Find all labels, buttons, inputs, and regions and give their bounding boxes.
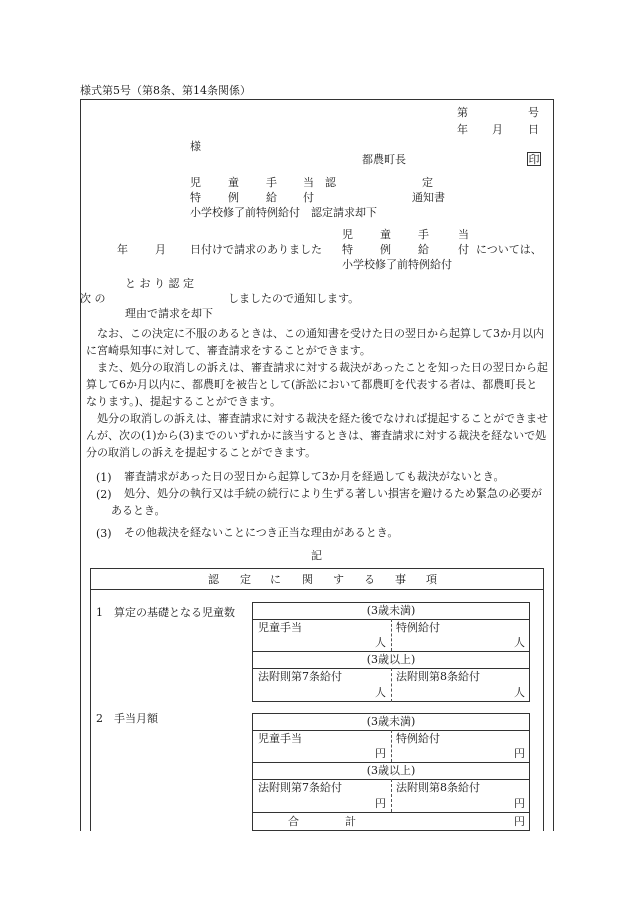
heading-c2: に — [270, 573, 281, 586]
regarding-text: については、 — [476, 243, 542, 256]
number-prefix: 第 — [457, 106, 468, 119]
s1-unit-2: 人 — [514, 636, 525, 649]
table-heading-sep — [90, 589, 544, 590]
title-suffix: 通知書 — [412, 191, 445, 204]
list-item-1: 審査請求があった日の翌日から起算して3か月を経過しても裁決がないとき。 — [124, 470, 505, 483]
title-line1-c4: 認 — [325, 176, 336, 189]
heading-c7: 項 — [426, 573, 437, 586]
title-line2-c2: 給 — [266, 191, 277, 204]
s1-art7: 法附則第7条給付 — [258, 670, 342, 683]
request-date-text: 日付けで請求のありました — [190, 243, 322, 256]
s1-over3: (3歳以上) — [366, 653, 416, 666]
s1-unit-1: 人 — [375, 636, 386, 649]
frame-left — [80, 99, 81, 831]
s1-under3: (3歳未満) — [366, 604, 416, 617]
s2-unit-2: 円 — [514, 747, 525, 760]
opt1-c0: 児 — [342, 228, 353, 241]
s1-sep-b — [252, 651, 530, 652]
list-num-1: (1) — [96, 471, 112, 484]
opt3: 小学校修了前特例給付 — [342, 258, 452, 271]
opt1-c3: 当 — [458, 228, 469, 241]
section1-label: 1 算定の基礎となる児童数 — [96, 606, 235, 619]
frame-right — [553, 99, 554, 831]
list-item-3: その他裁決を経ないことにつき正当な理由があるとき。 — [124, 526, 399, 539]
s2-unit-1: 円 — [375, 747, 386, 760]
s1-dash-2 — [391, 668, 392, 702]
title-line1-c3: 当 — [303, 176, 314, 189]
result-prefix: 次 の — [80, 292, 106, 305]
opt2-c3: 付 — [458, 243, 469, 256]
opt1-c1: 童 — [380, 228, 391, 241]
s2-special-benefit: 特例給付 — [396, 732, 440, 745]
heading-c5: る — [364, 573, 375, 586]
s2-sep-d — [252, 812, 530, 813]
seal-mark: 印 — [528, 153, 540, 166]
request-year: 年 — [117, 243, 128, 256]
section2-label: 2 手当月額 — [96, 712, 158, 725]
opt2-c2: 給 — [418, 243, 429, 256]
heading-c0: 認 — [208, 573, 219, 586]
s2-unit-4: 円 — [514, 797, 525, 810]
heading-c6: 事 — [395, 573, 406, 586]
s1-child-allowance: 児童手当 — [258, 621, 302, 634]
s1-art8: 法附則第8条給付 — [396, 670, 480, 683]
title-line1-c5: 定 — [422, 176, 433, 189]
s2-child-allowance: 児童手当 — [258, 732, 302, 745]
list-num-3: (3) — [96, 527, 112, 540]
form-title: 様式第5号（第8条、第14条関係） — [80, 84, 251, 97]
title-line2-c3: 付 — [303, 191, 314, 204]
s2-art8: 法附則第8条給付 — [396, 781, 480, 794]
s1-unit-4: 人 — [514, 686, 525, 699]
issuer: 都農町長 — [362, 153, 406, 166]
table-right — [543, 568, 544, 831]
heading-c3: 関 — [302, 573, 313, 586]
result-suffix: しましたので通知します。 — [228, 292, 360, 305]
number-suffix: 号 — [528, 106, 539, 119]
title-line1-c1: 童 — [228, 176, 239, 189]
s1-dash-1 — [391, 619, 392, 651]
s2-dash-2 — [391, 779, 392, 812]
date-month: 月 — [492, 123, 503, 136]
s2-total-c1: 計 — [345, 815, 356, 828]
s2-unit-3: 円 — [375, 797, 386, 810]
list-num-2: (2) — [96, 488, 112, 501]
title-line2-c0: 特 — [190, 191, 201, 204]
result-option-reject: 理由で請求を却下 — [125, 307, 213, 320]
opt2-c0: 特 — [342, 243, 353, 256]
s2-total-c0: 合 — [288, 815, 299, 828]
s2-art7: 法附則第7条給付 — [258, 781, 342, 794]
table-left — [90, 568, 91, 831]
title-line2-c1: 例 — [228, 191, 239, 204]
s2-over3: (3歳以上) — [366, 764, 416, 777]
heading-c4: す — [333, 573, 344, 586]
addressee-suffix: 様 — [190, 140, 201, 153]
s2-total-unit: 円 — [514, 815, 525, 828]
opt2-c1: 例 — [380, 243, 391, 256]
request-month: 月 — [155, 243, 166, 256]
s2-dash-1 — [391, 730, 392, 762]
list-item-2: 処分、処分の執行又は手続の続行により生ずる著しい損害を避けるため緊急の必要があるとき。 — [111, 487, 542, 517]
result-option-approve: と お り 認 定 — [125, 277, 194, 290]
paragraph-appeal: なお、この決定に不服のあるときは、この通知書を受けた日の翌日から起算して3か月以内に宮崎県知事に対して、審査請求をすることができます。 — [86, 327, 544, 357]
heading-c1: 定 — [240, 573, 251, 586]
ki-marker: 記 — [311, 549, 322, 562]
title-line1-c0: 児 — [190, 176, 201, 189]
paragraph-exception: 処分の取消しの訴えは、審査請求に対する裁決を経た後でなければ提起することができませんが、次の(1)から(3)までのいずれかに該当するときは、審査請求に対する裁決を経ないで処分の取消しの訴えを提起することができます。 — [86, 412, 548, 459]
s1-unit-3: 人 — [375, 686, 386, 699]
title-line1-c2: 手 — [266, 176, 277, 189]
date-year: 年 — [457, 123, 468, 136]
paragraph-lawsuit: また、処分の取消しの訴えは、審査請求に対する裁決があったことを知った日の翌日から起算して6か月以内に、都農町を被告として(訴訟において都農町を代表する者は、都農町長となります。)、提起することができます。 — [86, 361, 548, 408]
s2-under3: (3歳未満) — [366, 715, 416, 728]
table-top — [90, 568, 544, 569]
date-day: 日 — [528, 123, 539, 136]
s2-sep-b — [252, 762, 530, 763]
opt1-c2: 手 — [418, 228, 429, 241]
title-line3: 小学校修了前特例給付 認定請求却下 — [190, 206, 377, 219]
frame-top — [80, 99, 554, 100]
s1-special-benefit: 特例給付 — [396, 621, 440, 634]
